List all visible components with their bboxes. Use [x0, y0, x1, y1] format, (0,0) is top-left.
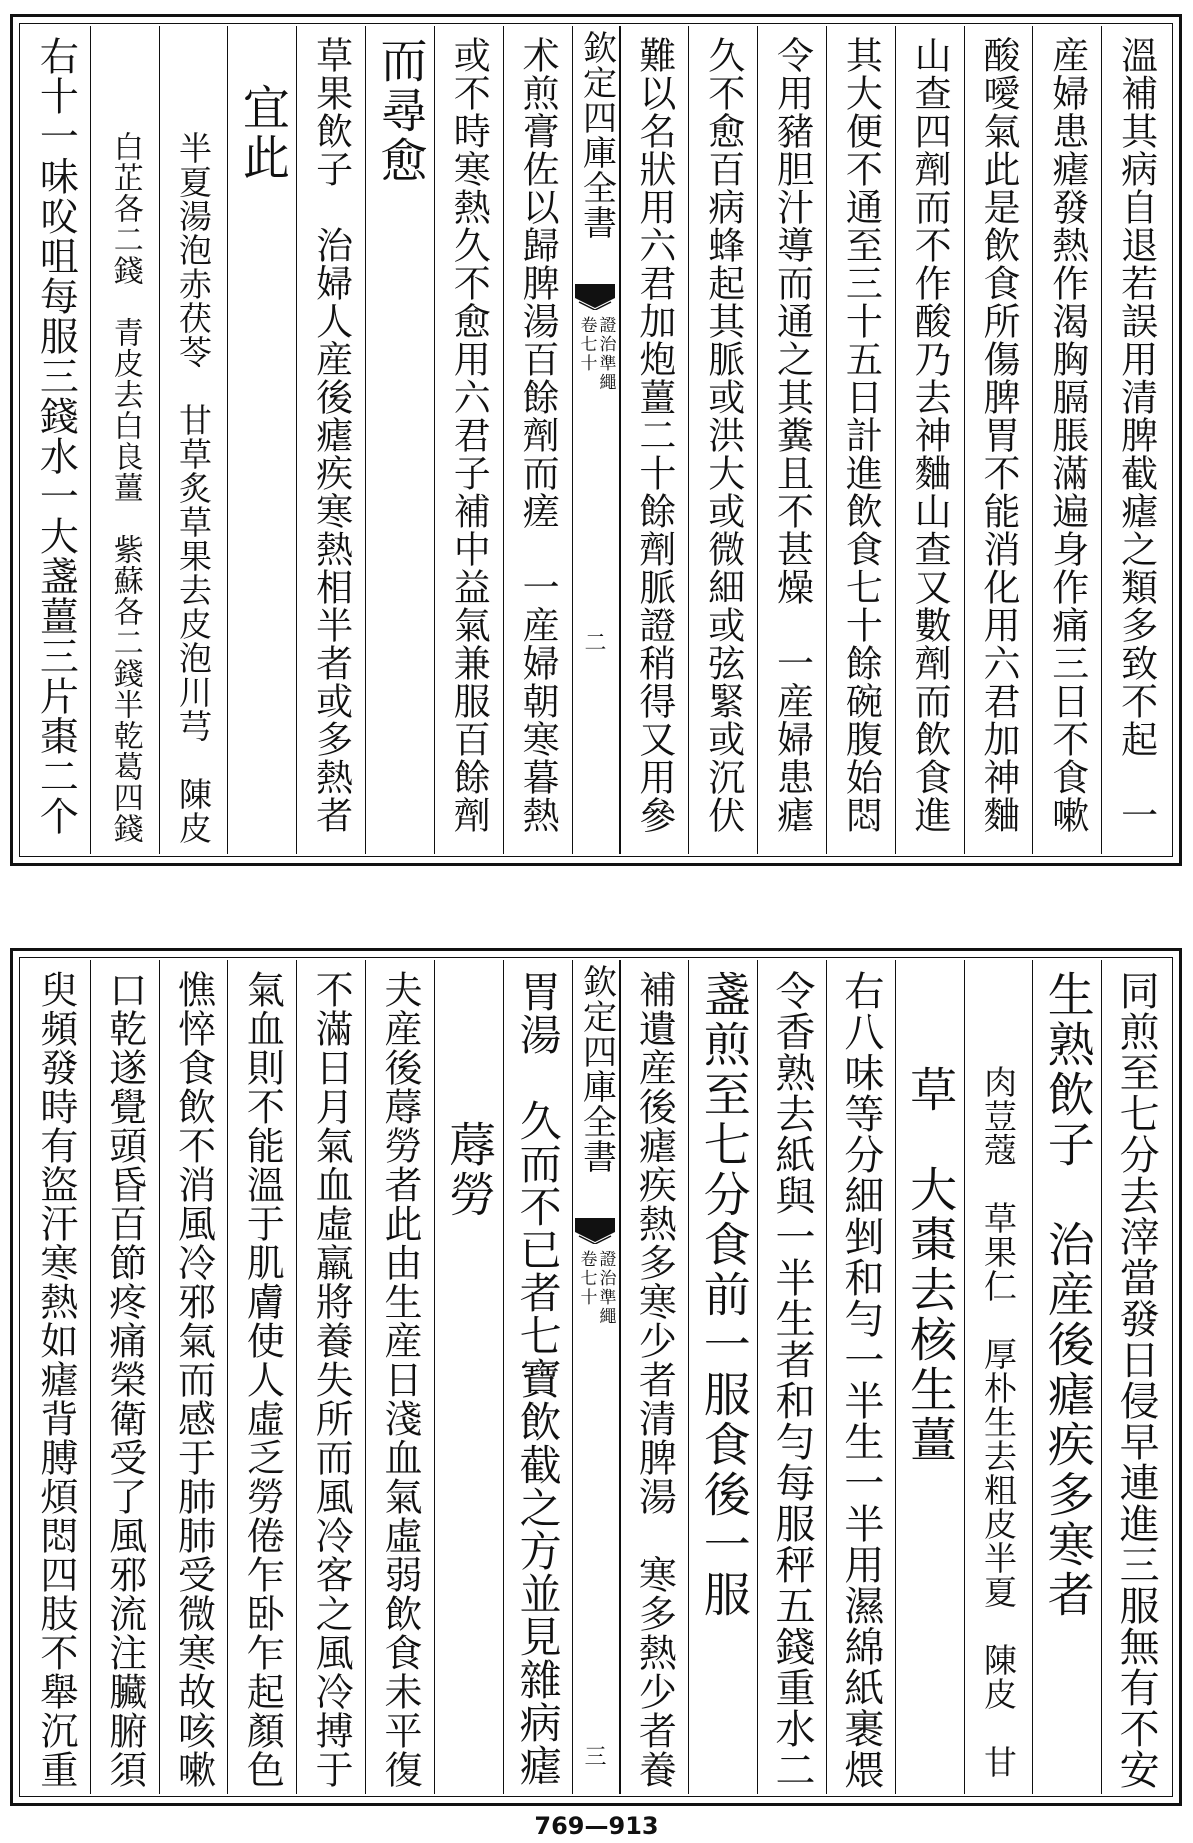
- text-column: 而尋愈: [365, 26, 434, 854]
- text-column: 臾頻發時有盜汗寒熱如瘧背膊煩悶四肢不舉沉重: [33, 970, 78, 1789]
- text-column: 生熟飲子 治産後瘧疾多寒者: [1032, 960, 1101, 1794]
- text-column: 胃湯 久而不已者七寶飲截之方並見雜病瘧: [503, 960, 572, 1794]
- text-column: 溫補其病自退若誤用清脾截瘧之類多致不起 一: [1101, 26, 1170, 854]
- text-column: 右十一味㕮咀每服三錢水一大盞薑三片棗二个: [33, 36, 79, 836]
- text-column: 氣血則不能溫于肌膚使人虛乏勞倦乍卧乍起顏色: [227, 960, 296, 1794]
- text-column: 山查四劑而不作酸乃去神麯山查又數劑而飲食進: [895, 26, 964, 854]
- running-head: 欽定四庫全書: [576, 30, 617, 240]
- text-column: 半夏湯泡赤茯苓 甘草炙草果去皮泡川芎 陳皮: [159, 26, 228, 854]
- center-fold-column: [572, 26, 620, 854]
- fish-tail-mark-icon: [575, 284, 615, 310]
- text-column: 术煎膏佐以歸脾湯百餘劑而瘥 一産婦朝寒暮熱: [503, 26, 572, 854]
- text-column: 草 大棗去核生薑: [895, 960, 964, 1794]
- text-column: 白芷各二錢 青皮去白良薑 紫蘇各二錢半乾葛四錢: [90, 26, 159, 854]
- text-column: 令香熟去紙與一半生者和勻每服秤五錢重水二: [757, 960, 826, 1794]
- center-fold-column: [572, 960, 620, 1794]
- lower-page: [10, 948, 1182, 1806]
- text-column: 肉荳蔻 草果仁 厚朴生去粗皮半夏 陳皮 甘: [964, 960, 1033, 1794]
- section-label: [575, 316, 617, 392]
- text-column: 其大便不通至三十五日計進飲食七十餘碗腹始悶: [826, 26, 895, 854]
- upper-page-columns: [22, 26, 1170, 854]
- text-column: 或不時寒熱久不愈用六君子補中益氣兼服百餘劑: [434, 26, 503, 854]
- running-head: 欽定四庫全書: [576, 964, 617, 1174]
- section-label: [575, 1250, 617, 1326]
- text-column: 蓐勞: [434, 960, 503, 1794]
- text-column: 久不愈百病蜂起其脈或洪大或微細或弦緊或沉伏: [688, 26, 757, 854]
- text-column: 難以名狀用六君加炮薑二十餘劑脈證稍得又用參: [620, 26, 689, 854]
- section-name: 證治準繩: [595, 316, 616, 392]
- text-column: 不滿日月氣血虛羸將養失所而風冷客之風冷搏于: [296, 960, 365, 1794]
- text-column: 宜此: [227, 26, 296, 854]
- text-column: 盞煎至七分食前一服食後一服: [688, 960, 757, 1794]
- section-name: 證治準繩: [595, 1250, 616, 1326]
- text-column: 同煎至七分去滓當發日侵早連進三服無有不安: [1101, 960, 1170, 1794]
- page-number: 769—913: [534, 1812, 659, 1840]
- text-column: 口乾遂覺頭昏百節疼痛榮衛受了風邪流注臟腑須: [90, 960, 159, 1794]
- text-column: 夫産後蓐勞者此由生産日淺血氣虛弱飲食未平復: [365, 960, 434, 1794]
- text-column: 草果飲子 治婦人産後瘧疾寒熱相半者或多熱者: [296, 26, 365, 854]
- lower-page-columns: [22, 960, 1170, 1794]
- text-column: 令用豬胆汁導而通之其糞且不甚燥 一産婦患瘧: [757, 26, 826, 854]
- text-column: 酸噯氣此是飲食所傷脾胃不能消化用六君加神麯: [964, 26, 1033, 854]
- volume-label: 卷七十: [576, 1250, 597, 1307]
- text-column: 補遺産後瘧疾熱多寒少者清脾湯 寒多熱少者養: [620, 960, 689, 1794]
- leaf-number: 三: [584, 1745, 607, 1770]
- text-column: 右八味等分細剉和勻一半生一半用濕綿紙裹煨: [826, 960, 895, 1794]
- fish-tail-mark-icon: [575, 1218, 615, 1244]
- text-column: 憔悴食飲不消風冷邪氣而感于肺肺受微寒故咳嗽: [159, 960, 228, 1794]
- volume-label: 卷七十: [576, 316, 597, 373]
- leaf-number: 二: [584, 631, 607, 656]
- text-column: 産婦患瘧發熱作渴胸膈脹滿遍身作痛三日不食嗽: [1032, 26, 1101, 854]
- upper-page: [10, 14, 1182, 866]
